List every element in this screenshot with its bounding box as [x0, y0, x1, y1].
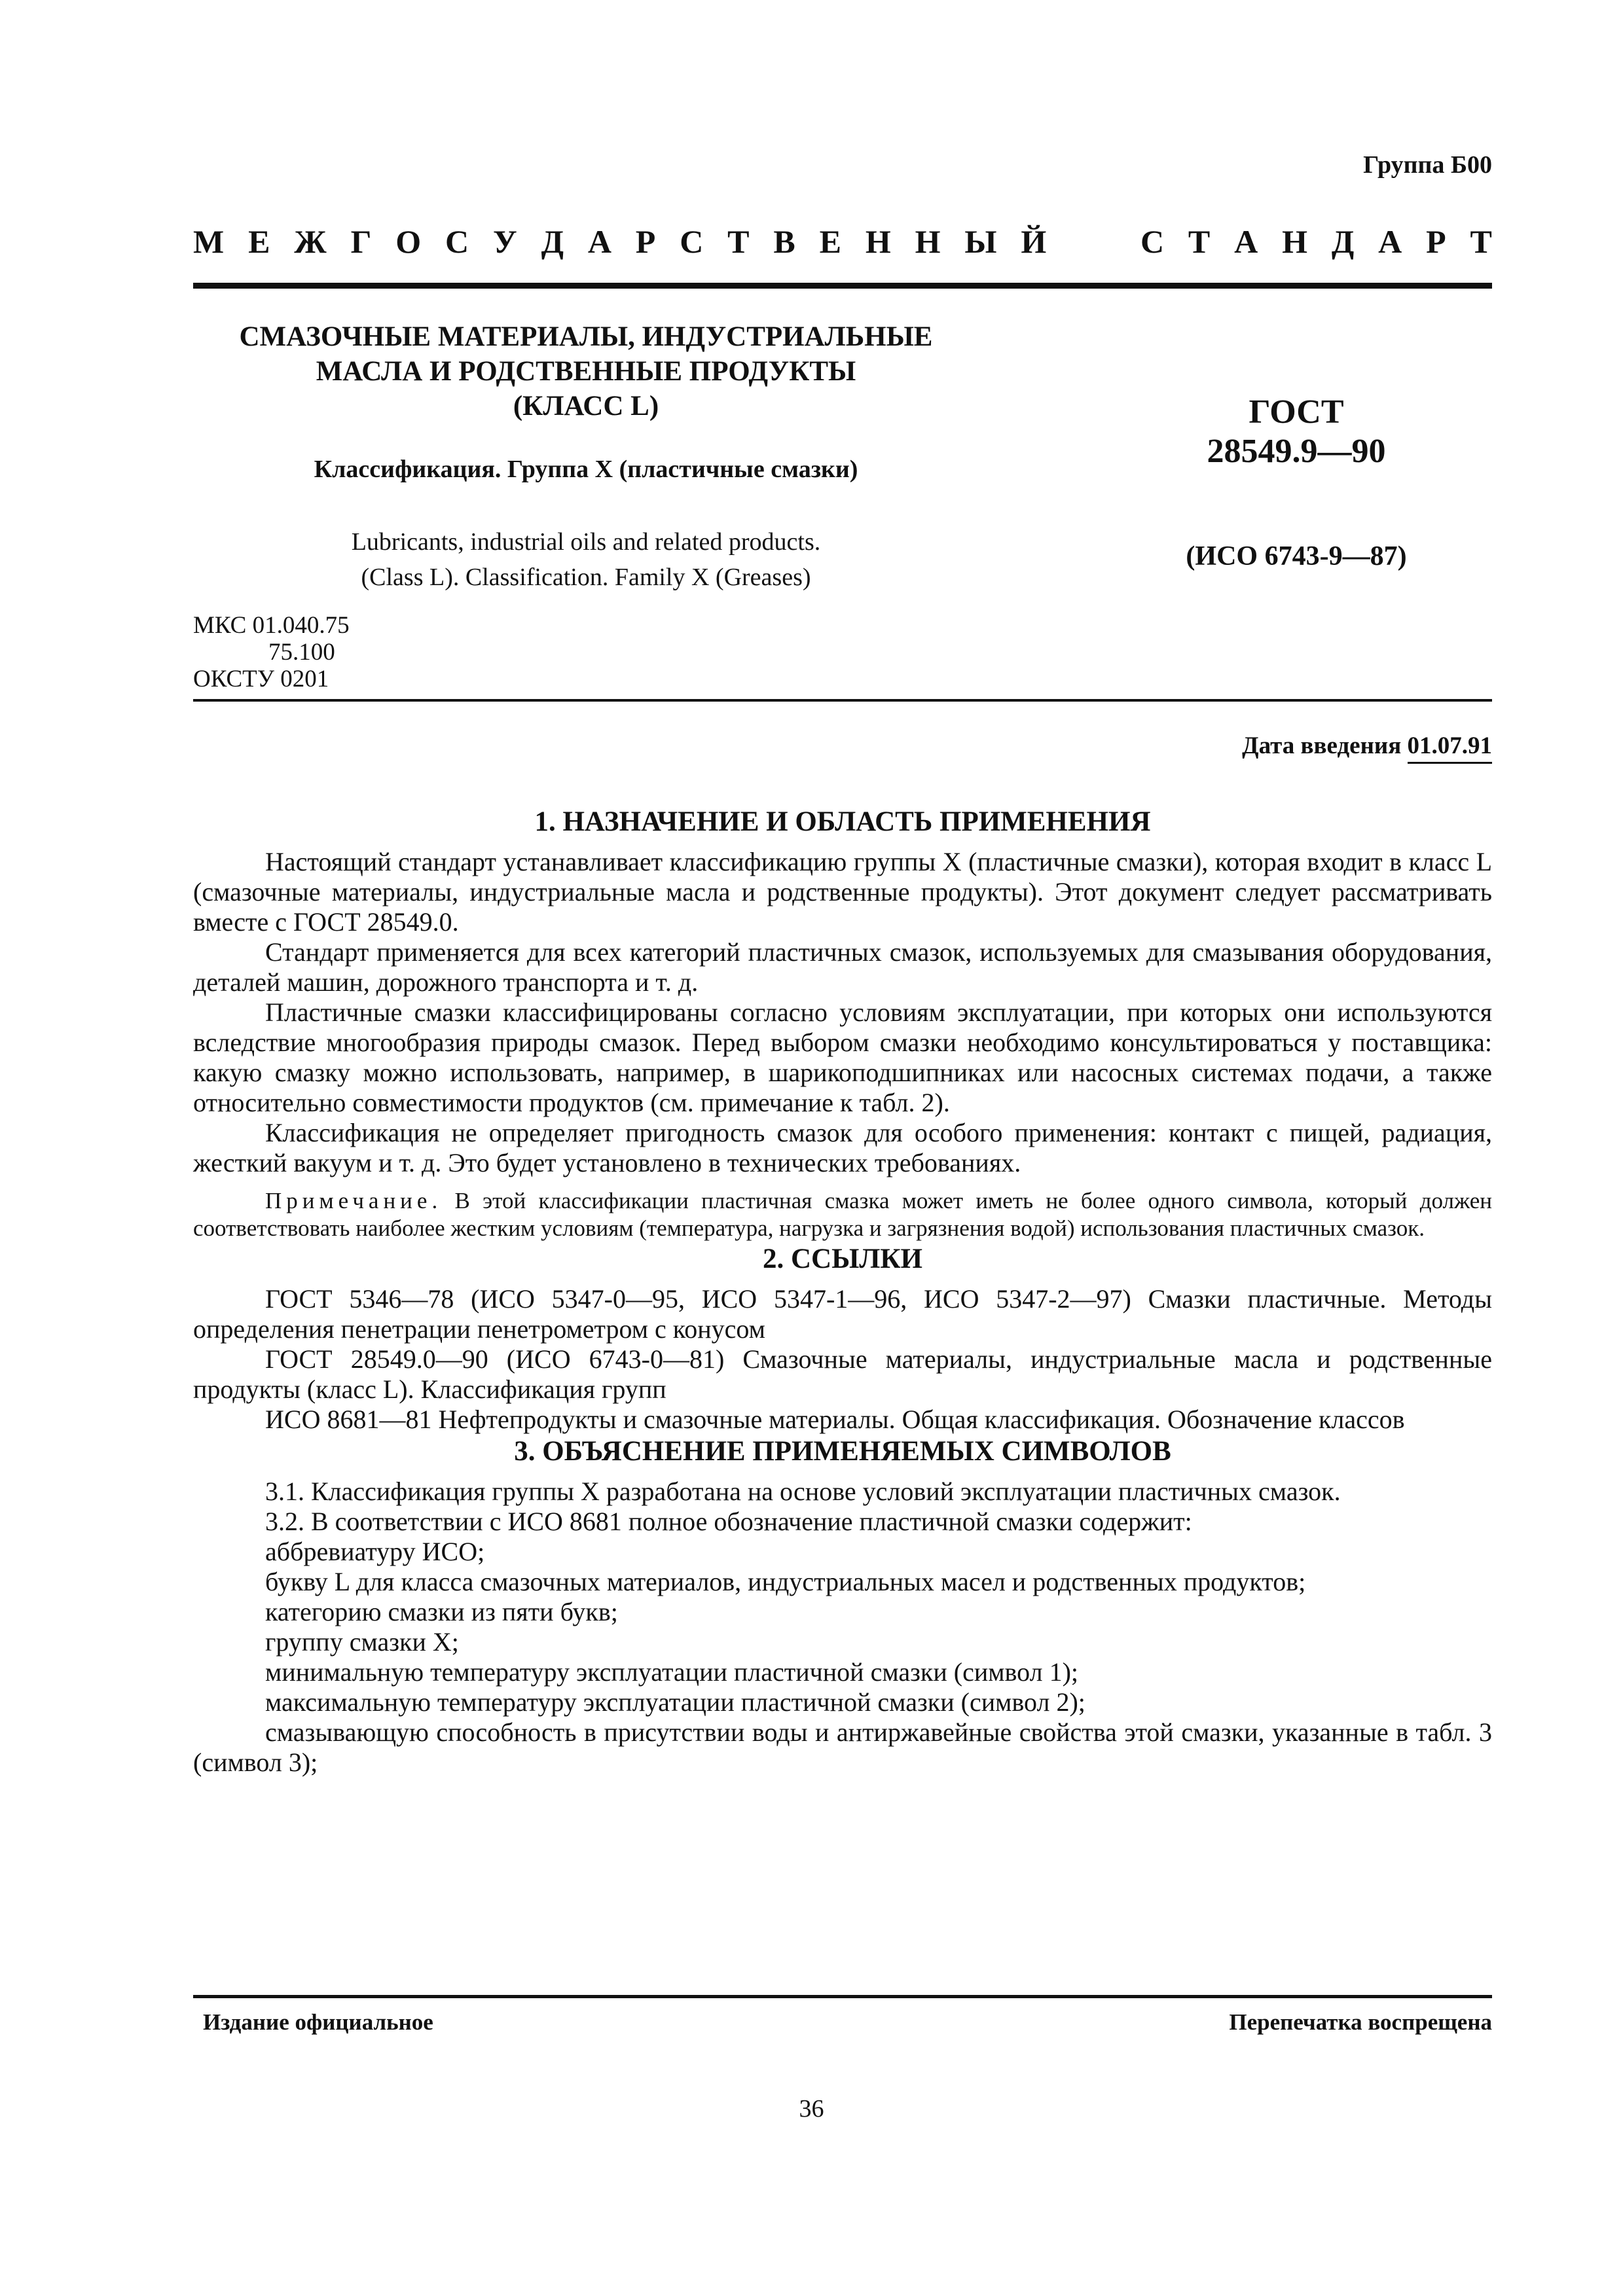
banner-letter: С: [445, 223, 469, 260]
banner-letter: А: [587, 223, 611, 260]
classification-codes: [193, 612, 350, 692]
title-line: (КЛАСС L): [513, 391, 659, 422]
banner-letter: В: [773, 223, 795, 260]
reference-item: ГОСТ 5346—78 (ИСО 5347-0—95, ИСО 5347-1—96, ИСО 5347-2—97) Смазки пластичные. Методы определения пенетрации пенетрометром с конусом: [193, 1284, 1492, 1344]
official-edition-label: Издание официальное: [203, 2009, 433, 2035]
reprint-prohibited-label: Перепечатка воспрещена: [1229, 2009, 1492, 2035]
banner-letter: Р: [635, 223, 656, 260]
list-item: аббревиатуру ИСО;: [265, 1537, 485, 1566]
banner-letter: Й: [1021, 223, 1047, 260]
classification-group: Группа Б00: [1363, 151, 1492, 179]
note: [193, 1187, 1492, 1242]
banner-letter: Н: [865, 223, 891, 260]
banner-letter: Т: [1188, 223, 1211, 260]
title-block: [193, 319, 979, 595]
date-label: Дата введения: [1242, 732, 1402, 759]
mks-code: МКС 01.040.75: [193, 612, 350, 639]
clause: 3.1. Классификация группы X разработана на основе условий эксплуатации пластичных смазок.: [265, 1477, 1341, 1506]
paragraph: Настоящий стандарт устанавливает классификацию группы X (пластичные смазки), которая входит в класс L (смазочные материалы, индустриальные масла и родственные продукты). Этот документ следует рассматривать вместе с ГОСТ 28549.0.: [193, 847, 1492, 937]
banner-letter: О: [395, 223, 422, 260]
interstate-standard-banner: [193, 223, 1492, 260]
footer-rule: [193, 1995, 1492, 1998]
list-item: максимальную температуру эксплуатации пластичной смазки (символ 2);: [265, 1687, 1085, 1717]
banner-letter: Р: [1426, 223, 1446, 260]
clause: 3.2. В соответствии с ИСО 8681 полное обозначение пластичной смазки содержит:: [265, 1507, 1192, 1536]
page-number: 36: [799, 2095, 824, 2123]
banner-letter: С: [1140, 223, 1165, 260]
banner-letter: Е: [248, 223, 270, 260]
note-text: В этой классификации пластичная смазка может иметь не более одного символа, который должен соответствовать наиболее жестким условиям (температура, нагрузка и загрязнения водой) использования пластичных смазок.: [193, 1188, 1492, 1241]
list-item: смазывающую способность в присутствии воды и антиржавейные свойства этой смазки, указанные в табл. 3 (символ 3);: [193, 1717, 1492, 1777]
banner-letter: Н: [1282, 223, 1308, 260]
header-rule: [193, 283, 1492, 289]
gost-label: ГОСТ: [1249, 393, 1344, 431]
mks-code: 75.100: [268, 639, 335, 666]
okstu-code: ОКСТУ 0201: [193, 666, 329, 692]
banner-letter: Д: [1331, 223, 1355, 260]
english-title: [193, 524, 979, 595]
document-subtitle: Классификация. Группа X (пластичные смазки): [314, 456, 858, 483]
banner-letter: М: [193, 223, 225, 260]
iso-reference: (ИСО 6743-9—87): [1186, 541, 1407, 571]
title-line: СМАЗОЧНЫЕ МАТЕРИАЛЫ, ИНДУСТРИАЛЬНЫЕ: [239, 321, 933, 352]
gost-designation: [1113, 393, 1480, 572]
banner-word-gap: [1070, 223, 1116, 260]
list-item: группу смазки X;: [265, 1627, 459, 1657]
banner-letter: А: [1234, 223, 1258, 260]
document-title: [193, 319, 979, 423]
paragraph: Пластичные смазки классифицированы согласно условиям эксплуатации, при которых они используются вследствие многообразия природы смазок. Перед выбором смазки необходимо консультироваться у поставщика: какую смазку можно использовать, например, в шарикоподшипниках или насосных системах подачи, а также относительно совместимости продуктов (см. примечание к табл. 2).: [193, 997, 1492, 1117]
banner-letter: Т: [1470, 223, 1492, 260]
english-title-line: (Class L). Classification. Family X (Greases): [361, 564, 811, 591]
banner-letter: У: [493, 223, 517, 260]
section-heading: 2. ССЫЛКИ: [763, 1244, 922, 1274]
list-item: минимальную температуру эксплуатации пластичной смазки (символ 1);: [265, 1657, 1079, 1687]
english-title-line: Lubricants, industrial oils and related products.: [351, 528, 821, 556]
document-body: [193, 805, 1492, 1778]
section-heading: 1. НАЗНАЧЕНИЕ И ОБЛАСТЬ ПРИМЕНЕНИЯ: [534, 806, 1151, 837]
reference-item: ИСО 8681—81 Нефтепродукты и смазочные материалы. Общая классификация. Обозначение классов: [265, 1405, 1405, 1434]
banner-letter: Е: [819, 223, 841, 260]
banner-letter: С: [680, 223, 704, 260]
banner-letter: Ы: [964, 223, 997, 260]
list-item: букву L для класса смазочных материалов, индустриальных масел и родственных продуктов;: [265, 1567, 1306, 1596]
paragraph: Классификация не определяет пригодность смазок для особого применения: контакт с пищей, радиация, жесткий вакуум и т. д. Это будет установлено в технических требованиях.: [193, 1118, 1492, 1177]
paragraph: Стандарт применяется для всех категорий пластичных смазок, используемых для смазывания оборудования, деталей машин, дорожного транспорта и т. д.: [193, 937, 1492, 997]
reference-item: ГОСТ 28549.0—90 (ИСО 6743-0—81) Смазочные материалы, индустриальные масла и родственные продукты (класс L). Классификация групп: [193, 1344, 1492, 1404]
banner-letter: Г: [350, 223, 372, 260]
title-line: МАСЛА И РОДСТВЕННЫЕ ПРОДУКТЫ: [316, 356, 856, 387]
banner-letter: Д: [541, 223, 564, 260]
banner-letter: Т: [727, 223, 750, 260]
section-heading: 3. ОБЪЯСНЕНИЕ ПРИМЕНЯЕМЫХ СИМВОЛОВ: [514, 1436, 1171, 1467]
banner-letter: А: [1378, 223, 1402, 260]
note-label: Примечание.: [265, 1188, 443, 1213]
date-value: 01.07.91: [1408, 732, 1493, 764]
gost-number: 28549.9—90: [1207, 433, 1386, 470]
introduction-date: [1242, 732, 1492, 760]
banner-letter: Н: [915, 223, 941, 260]
list-item: категорию смазки из пяти букв;: [265, 1597, 618, 1626]
codes-rule: [193, 699, 1492, 702]
banner-letter: Ж: [294, 223, 327, 260]
